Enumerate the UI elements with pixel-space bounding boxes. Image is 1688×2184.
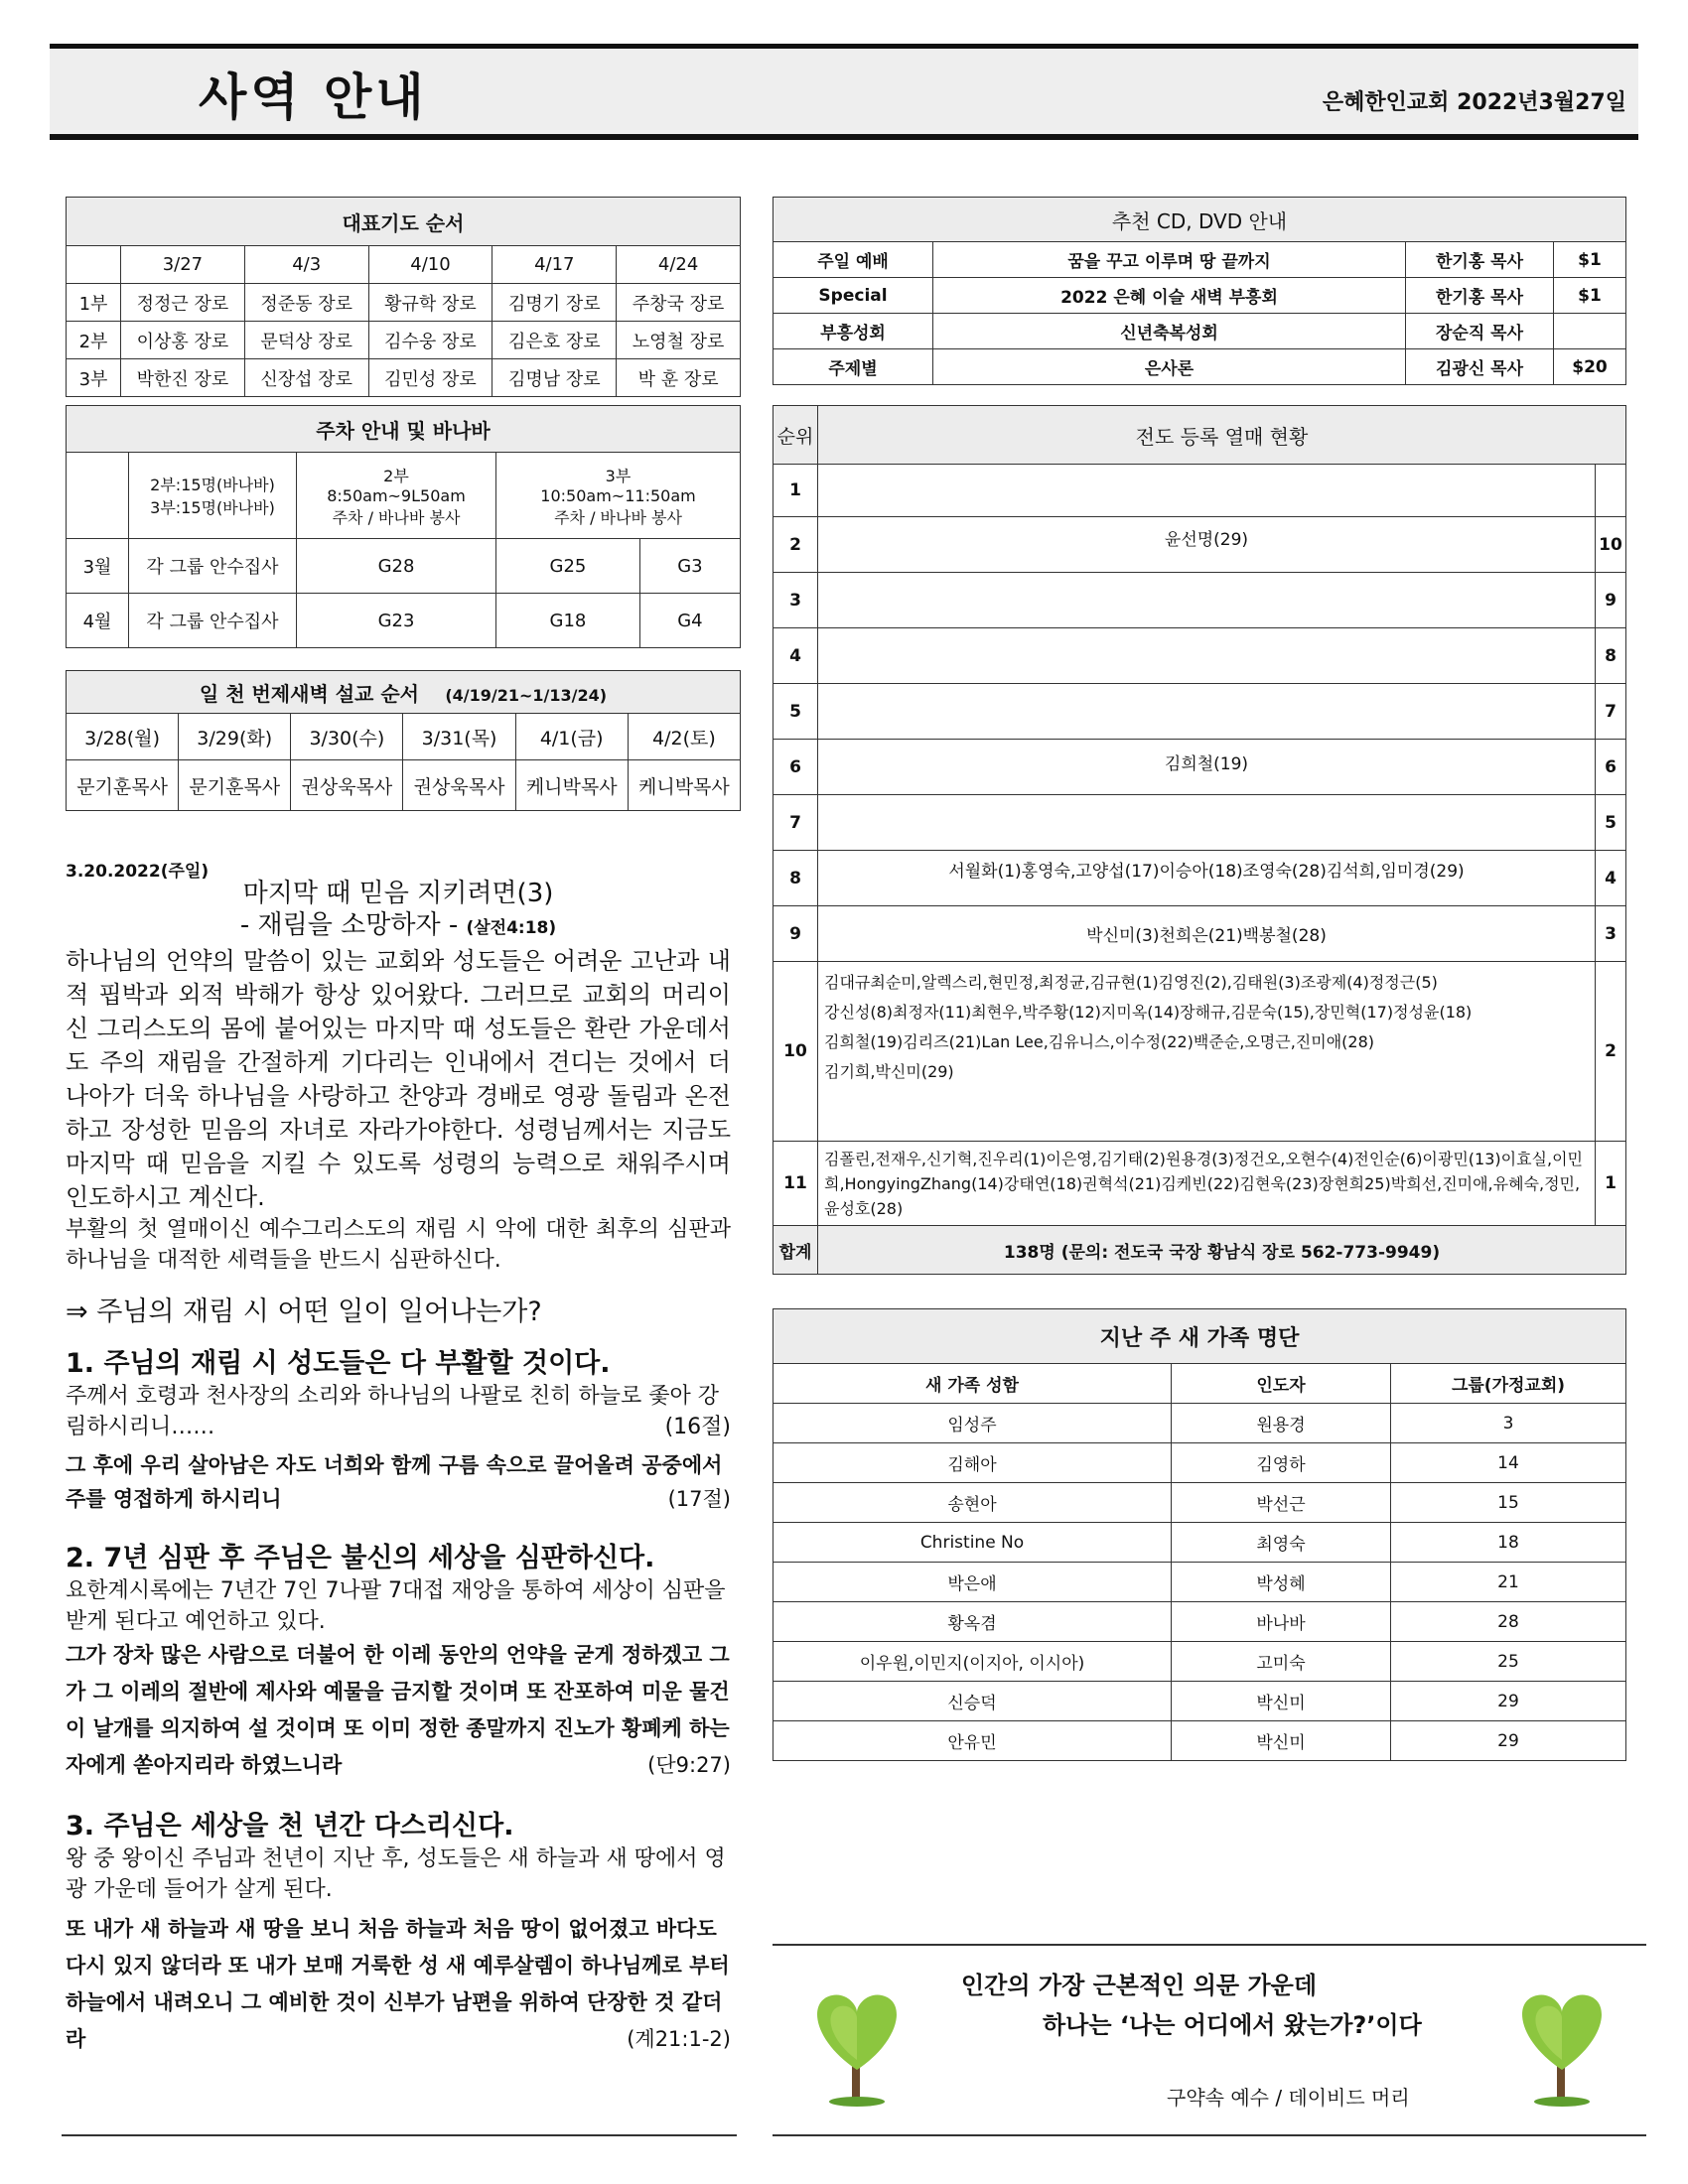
prayer-date: 4/3 [244, 246, 368, 284]
table-row [774, 1682, 1626, 1721]
cd-item: 신년축복성회 [933, 314, 1406, 349]
rank-cell: 11 [774, 1142, 818, 1226]
prayer-table [66, 197, 741, 397]
parking-table [66, 405, 741, 648]
score-cell: 1 [1596, 1142, 1626, 1226]
evangelism-title: 전도 등록 열매 현황 [818, 406, 1626, 465]
cd-speaker: 한기홍 목사 [1406, 242, 1554, 278]
cd-speaker: 장순직 목사 [1406, 314, 1554, 349]
point-text: 주께서 호령과 천사장의 소리와 하나님의 나팔로 친히 하늘로 좇아 강림하시리니…… [66, 1384, 719, 1439]
verse-text: 그 후에 우리 살아남은 자도 너희와 함께 구름 속으로 끌어올려 공중에서 주를 영접하게 하시리니 [66, 1453, 723, 1511]
total-cell: 138명 (문의: 전도국 국장 황남식 장로 562-773-9949) [818, 1226, 1626, 1275]
dawn-day: 3/29(화) [179, 714, 291, 760]
table-row [774, 1563, 1626, 1602]
names-cell: 서월화(1)홍영숙,고양섭(17)이승아(18)조영숙(28)김석희,임미경(29) [818, 851, 1596, 906]
prayer-name: 박 훈 장로 [617, 359, 741, 397]
prayer-name: 문덕상 장로 [244, 322, 368, 359]
dawn-sermon-range: (4/19/21~1/13/24) [445, 685, 608, 705]
family-title: 지난 주 새 가족 명단 [774, 1309, 1626, 1364]
score-cell: 7 [1596, 684, 1626, 740]
family-header: 그룹(가정교회) [1391, 1364, 1626, 1404]
family-name: 안유민 [774, 1721, 1172, 1761]
divider [773, 1944, 1646, 1946]
heart-tree-icon [1507, 1980, 1617, 2110]
church-date: 은혜한인교회 2022년3월27일 [1322, 90, 1626, 115]
names-cell [818, 795, 1596, 851]
family-name: 신승덕 [774, 1682, 1172, 1721]
family-group: 15 [1391, 1483, 1626, 1523]
table-row [774, 1721, 1626, 1761]
family-group: 28 [1391, 1602, 1626, 1642]
prayer-service: 1부 [67, 284, 121, 322]
family-guide: 최영숙 [1172, 1523, 1391, 1563]
heart-tree-icon [802, 1980, 912, 2110]
new-family-table [773, 1308, 1626, 1761]
point-heading: 2. 7년 심판 후 주님은 불신의 세상을 심판하신다. [66, 1543, 655, 1573]
sermon-date: 3.20.2022(주일) [66, 862, 210, 882]
parking-2bu: 2부 8:50am~9L50am 주차 / 바나바 봉사 [297, 453, 496, 539]
family-name: 이우원,이민지(이지아, 이시아) [774, 1642, 1172, 1682]
verse-text: 또 내가 새 하늘과 새 땅을 보니 처음 하늘과 처음 땅이 없어졌고 바다도 다시 있지 않더라 또 내가 보매 거룩한 성 새 예루살렘이 하나님께로 부터 하늘에서 내려오니 그 예비한 것이 신부가 남편을 위하여 단장한 것 같더라 [66, 1917, 730, 2051]
prayer-date: 3/27 [121, 246, 245, 284]
family-header: 새 가족 성함 [774, 1364, 1172, 1404]
family-guide: 바나바 [1172, 1602, 1391, 1642]
sermon-question: ⇒ 주님의 재림 시 어떤 일이 일어나는가? [66, 1297, 542, 1327]
prayer-service: 2부 [67, 322, 121, 359]
prayer-service: 3부 [67, 359, 121, 397]
score-cell: 3 [1596, 906, 1626, 962]
prayer-name: 주창국 장로 [617, 284, 741, 322]
dawn-preacher: 권상욱목사 [403, 760, 515, 811]
point-heading: 1. 주님의 재림 시 성도들은 다 부활할 것이다. [66, 1348, 611, 1379]
cd-speaker: 김광신 목사 [1406, 349, 1554, 385]
cd-speaker: 한기홍 목사 [1406, 278, 1554, 314]
family-guide: 고미숙 [1172, 1642, 1391, 1682]
divider [773, 2134, 1646, 2136]
sermon-paragraph: 부활의 첫 열매이신 예수그리스도의 재림 시 악에 대한 최후의 심판과 하나님을 대적한 세력들을 반드시 심판하신다. [66, 1217, 731, 1273]
prayer-name: 김명남 장로 [492, 359, 617, 397]
parking-cell: G18 [496, 594, 640, 648]
parking-group: 각 그룹 안수집사 [129, 539, 297, 594]
family-group: 14 [1391, 1443, 1626, 1483]
verse-ref: (계21:1-2) [627, 2027, 731, 2051]
quote-line: 하나는 ‘나는 어디에서 왔는가?’이다 [1043, 2011, 1422, 2039]
family-name: 임성주 [774, 1404, 1172, 1443]
cd-category: 부흥성회 [774, 314, 933, 349]
prayer-date: 4/24 [617, 246, 741, 284]
names-cell [818, 684, 1596, 740]
score-cell: 9 [1596, 573, 1626, 628]
cd-item: 2022 은혜 이슬 새벽 부흥회 [933, 278, 1406, 314]
parking-month: 3월 [67, 539, 129, 594]
quote-source: 구약속 예수 / 데이비드 머리 [1167, 2086, 1410, 2110]
family-guide: 박선근 [1172, 1483, 1391, 1523]
parking-cell: G23 [297, 594, 496, 648]
rank-cell: 1 [774, 465, 818, 517]
family-guide: 박신미 [1172, 1682, 1391, 1721]
dawn-day: 3/28(월) [67, 714, 179, 760]
table-row [774, 1602, 1626, 1642]
family-header: 인도자 [1172, 1364, 1391, 1404]
prayer-name: 신장섭 장로 [244, 359, 368, 397]
names-cell [818, 573, 1596, 628]
parking-cell: G3 [639, 539, 740, 594]
dawn-preacher: 권상욱목사 [291, 760, 403, 811]
parking-cell: G4 [639, 594, 740, 648]
parking-counts: 2부:15명(바나바) 3부:15명(바나바) [129, 453, 297, 539]
table-row [774, 1523, 1626, 1563]
score-cell: 5 [1596, 795, 1626, 851]
family-group: 29 [1391, 1682, 1626, 1721]
table-row [774, 1642, 1626, 1682]
prayer-name: 김민성 장로 [368, 359, 492, 397]
prayer-name: 황규학 장로 [368, 284, 492, 322]
header-bottom-rule [50, 134, 1638, 140]
dawn-day: 4/1(금) [515, 714, 628, 760]
family-group: 25 [1391, 1642, 1626, 1682]
table-row [774, 1443, 1626, 1483]
family-group: 21 [1391, 1563, 1626, 1602]
rank-header: 순위 [774, 406, 818, 465]
family-guide: 김영하 [1172, 1443, 1391, 1483]
family-guide: 박신미 [1172, 1721, 1391, 1761]
rank-cell: 7 [774, 795, 818, 851]
family-name: 송현아 [774, 1483, 1172, 1523]
score-cell: 6 [1596, 740, 1626, 795]
parking-cell: G28 [297, 539, 496, 594]
score-cell: 4 [1596, 851, 1626, 906]
names-cell [818, 628, 1596, 684]
family-guide: 박성혜 [1172, 1563, 1391, 1602]
rank-cell: 5 [774, 684, 818, 740]
cd-category: 주일 예배 [774, 242, 933, 278]
cd-item: 꿈을 꾸고 이루며 땅 끝까지 [933, 242, 1406, 278]
page-title: 사역 안내 [199, 68, 428, 126]
cd-table [773, 197, 1626, 385]
dawn-day: 3/31(목) [403, 714, 515, 760]
prayer-date: 4/17 [492, 246, 617, 284]
family-group: 18 [1391, 1523, 1626, 1563]
prayer-name: 정준동 장로 [244, 284, 368, 322]
table-row [774, 1483, 1626, 1523]
point-text: 왕 중 왕이신 주님과 천년이 지난 후, 성도들은 새 하늘과 새 땅에서 영광 가운데 들어가 살게 된다. [66, 1846, 726, 1902]
verse-ref: (17절) [667, 1487, 731, 1511]
dawn-day: 3/30(수) [291, 714, 403, 760]
prayer-name: 이상홍 장로 [121, 322, 245, 359]
prayer-name: 박한진 장로 [121, 359, 245, 397]
sermon-section [66, 862, 731, 2058]
cd-price [1554, 314, 1626, 349]
family-guide: 원용경 [1172, 1404, 1391, 1443]
prayer-name: 김명기 장로 [492, 284, 617, 322]
sermon-subtitle: - 재림을 소망하자 - [239, 910, 459, 940]
rank-cell: 6 [774, 740, 818, 795]
sermon-title: 마지막 때 믿음 지키려면(3) [242, 879, 554, 908]
table-row [774, 1404, 1626, 1443]
family-name: Christine No [774, 1523, 1172, 1563]
parking-title: 주차 안내 및 바나바 [67, 406, 741, 453]
family-name: 박은애 [774, 1563, 1172, 1602]
parking-3bu: 3부 10:50am~11:50am 주차 / 바나바 봉사 [496, 453, 741, 539]
cd-price: $1 [1554, 242, 1626, 278]
rank-cell: 3 [774, 573, 818, 628]
dawn-sermon-title: 일 천 번제새벽 설교 순서 [199, 681, 419, 706]
total-label: 합계 [774, 1226, 818, 1275]
family-name: 황옥겸 [774, 1602, 1172, 1642]
names-cell [818, 465, 1596, 517]
dawn-preacher: 케니박목사 [515, 760, 628, 811]
family-group: 29 [1391, 1721, 1626, 1761]
point-text: 요한계시록에는 7년간 7인 7나팔 7대접 재앙을 통하여 세상이 심판을 받게 된다고 예언하고 있다. [66, 1578, 726, 1634]
score-cell: 2 [1596, 962, 1626, 1142]
prayer-name: 김수웅 장로 [368, 322, 492, 359]
cd-price: $20 [1554, 349, 1626, 385]
evangelism-table [773, 405, 1626, 1275]
names-cell: 김폴린,전재우,신기혁,진우리(1)이은영,김기태(2)원용경(3)정건오,오현수(4)전인순(6)이광민(13)이효실,이민희,HongyingZhang(14)강태연(18)권혁석(21)김케빈(22)김현욱(23)장현희25)박희선,진미애,유혜숙,정민,윤성호(28) [818, 1142, 1596, 1226]
names-cell: 박신미(3)천희은(21)백봉철(28) [818, 906, 1596, 962]
parking-cell: G25 [496, 539, 640, 594]
prayer-date: 4/10 [368, 246, 492, 284]
score-cell: 8 [1596, 628, 1626, 684]
names-cell: 김대규최순미,알렉스리,현민정,최정균,김규현(1)김영진(2),김태원(3)조광제(4)정정근(5) 강신성(8)최정자(11)최현우,박주황(12)지미옥(14)장해규,김문숙(15),장민혁(17)정성윤(18) 김희철(19)김리즈(21)Lan Lee,김유니스,이수정(22)백준순,오명근,진미애(28) 김기희,박신미(29) [818, 962, 1596, 1142]
score-cell: 10 [1596, 517, 1626, 573]
cd-title: 추천 CD, DVD 안내 [774, 198, 1626, 242]
score-cell [1596, 465, 1626, 517]
cd-category: 주제별 [774, 349, 933, 385]
sermon-paragraph: 하나님의 언약의 말씀이 있는 교회와 성도들은 어려운 고난과 내적 핍박과 외적 박해가 항상 있어왔다. 그러므로 교회의 머리이신 그리스도의 몸에 붙어있는 마지막 때 성도들은 환란 가운데서도 주의 재림을 간절하게 기다리는 인내에서 견디는 것에서 더 나아가 더욱 하나님을 사랑하고 찬양과 경배로 영광 돌림과 온전하고 장성한 믿음의 자녀로 자라가야한다. 성령님께서는 지금도 마지막 때 믿음을 지킬 수 있도록 성령의 능력으로 채워주시며 인도하시고 계신다. [66, 947, 731, 1211]
prayer-name: 김은호 장로 [492, 322, 617, 359]
rank-cell: 9 [774, 906, 818, 962]
rank-cell: 2 [774, 517, 818, 573]
names-cell: 김희철(19) [818, 740, 1596, 795]
prayer-title: 대표기도 순서 [67, 198, 741, 246]
cd-item: 은사론 [933, 349, 1406, 385]
dawn-preacher: 문기훈목사 [67, 760, 179, 811]
dawn-preacher: 케니박목사 [628, 760, 740, 811]
point-heading: 3. 주님은 세상을 천 년간 다스리신다. [66, 1811, 514, 1842]
dawn-day: 4/2(토) [628, 714, 740, 760]
cd-price: $1 [1554, 278, 1626, 314]
parking-month: 4월 [67, 594, 129, 648]
dawn-sermon-table [66, 670, 741, 811]
family-group: 3 [1391, 1404, 1626, 1443]
verse-ref: (16절) [664, 1415, 731, 1439]
prayer-name: 정정근 장로 [121, 284, 245, 322]
rank-cell: 4 [774, 628, 818, 684]
divider [62, 2134, 737, 2136]
quote-line: 인간의 가장 근본적인 의문 가운데 [961, 1972, 1317, 1999]
rank-cell: 8 [774, 851, 818, 906]
parking-group: 각 그룹 안수집사 [129, 594, 297, 648]
names-cell: 윤선명(29) [818, 517, 1596, 573]
rank-cell: 10 [774, 962, 818, 1142]
verse-ref: (단9:27) [647, 1753, 731, 1777]
prayer-name: 노영철 장로 [617, 322, 741, 359]
sermon-subtitle-ref: (살전4:18) [466, 918, 557, 938]
dawn-preacher: 문기훈목사 [179, 760, 291, 811]
cd-category: Special [774, 278, 933, 314]
family-name: 김해아 [774, 1443, 1172, 1483]
verse-text: 그가 장차 많은 사람으로 더불어 한 이레 동안의 언약을 굳게 정하겠고 그가 그 이레의 절반에 제사와 예물을 금지할 것이며 또 잔포하여 미운 물건이 날개를 의지하여 설 것이며 또 이미 정한 종말까지 진노가 황폐케 하는 자에게 쏟아지리라 하였느니라 [66, 1643, 730, 1777]
